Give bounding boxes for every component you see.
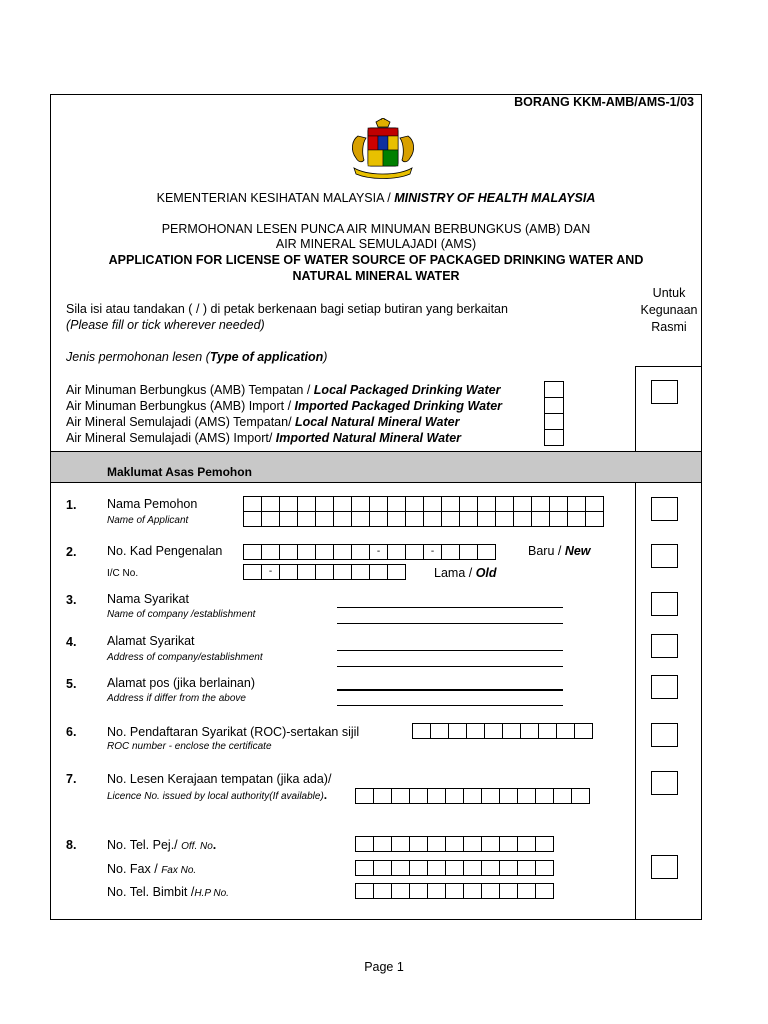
official-use-label (636, 285, 702, 336)
title-malay-2: AIR MINERAL SEMULAJADI (AMS) (275, 237, 477, 251)
official-use-line-2: Kegunaan (640, 303, 698, 317)
application-options (66, 382, 502, 446)
application-type-prefix: Jenis permohonan lesen ( (66, 350, 210, 364)
checkbox-local-amb[interactable] (544, 381, 564, 398)
company-address-line-1[interactable] (337, 650, 563, 651)
official-box-field-1[interactable] (651, 497, 678, 521)
official-use-line-1: Untuk (652, 286, 686, 300)
field-4-sublabel: Address of company/establishment (107, 652, 263, 663)
ic-old-label: Lama / Old (434, 566, 497, 580)
company-name-line-2[interactable] (337, 623, 563, 624)
application-type-heading (66, 350, 327, 365)
ministry-line (51, 191, 701, 206)
field-7-label: No. Lesen Kerajaan tempatan (jika ada)/ (107, 772, 332, 786)
field-5-sublabel: Address if differ from the above (107, 693, 246, 704)
official-box-field-2[interactable] (651, 544, 678, 568)
title-malay-1: PERMOHONAN LESEN PUNCA AIR MINUMAN BERBUNGKUS (AMB) DAN (161, 222, 591, 236)
field-1-label: Nama Pemohon (107, 497, 198, 511)
field-3-label: Nama Syarikat (107, 592, 189, 606)
instruction-malay: Sila isi atau tandakan ( / ) di petak berkenaan bagi setiap butiran yang berkaitan (66, 302, 508, 316)
postal-address-line-1[interactable] (337, 689, 563, 691)
official-box-application-type[interactable] (651, 380, 678, 404)
mobile-label: No. Tel. Bimbit /H.P No. (107, 885, 229, 899)
option-import-amb: Air Minuman Berbungkus (AMB) Import / Imported Packaged Drinking Water (66, 399, 503, 413)
official-box-field-7[interactable] (651, 771, 678, 795)
ic-new-grid[interactable]: - - (244, 544, 496, 560)
postal-address-line-2[interactable] (337, 705, 563, 706)
field-3-sublabel: Name of company /establishment (107, 609, 256, 620)
mobile-grid[interactable] (356, 883, 554, 899)
field-8-number: 8. (66, 838, 77, 852)
ic-old-grid[interactable]: - (244, 564, 406, 580)
field-6-sublabel: ROC number - enclose the certificate (107, 741, 272, 752)
field-6-label: No. Pendaftaran Syarikat (ROC)-sertakan sijil (107, 725, 360, 739)
option-local-amb: Air Minuman Berbungkus (AMB) Tempatan / Local Packaged Drinking Water (66, 383, 501, 397)
applicant-name-row-1[interactable] (244, 496, 604, 512)
official-box-field-8[interactable] (651, 855, 678, 879)
field-5-number: 5. (66, 677, 77, 691)
application-type-suffix: ) (323, 350, 328, 364)
checkbox-local-ams[interactable] (544, 413, 564, 430)
field-1-number: 1. (66, 498, 77, 512)
field-1-sublabel: Name of Applicant (107, 515, 189, 526)
field-5-label: Alamat pos (jika berlainan) (107, 676, 255, 690)
local-licence-grid[interactable] (356, 788, 590, 804)
title-english-2: NATURAL MINERAL WATER (292, 269, 460, 283)
roc-number-grid[interactable] (413, 723, 593, 739)
official-box-field-5[interactable] (651, 675, 678, 699)
field-2-number: 2. (66, 545, 77, 559)
checkbox-import-amb[interactable] (544, 397, 564, 414)
office-tel-label: No. Tel. Pej./ Off. No. (107, 838, 217, 852)
section-header: Maklumat Asas Pemohon (107, 465, 252, 479)
title-english-1: APPLICATION FOR LICENSE OF WATER SOURCE OF PACKAGED DRINKING WATER AND (108, 253, 644, 267)
applicant-name-row-2[interactable] (244, 511, 604, 527)
fax-label: No. Fax / Fax No. (107, 862, 197, 876)
company-address-line-2[interactable] (337, 666, 563, 667)
ministry-english: MINISTRY OF HEALTH MALAYSIA (394, 191, 596, 205)
option-local-ams: Air Mineral Semulajadi (AMS) Tempatan/ Local Natural Mineral Water (66, 415, 460, 429)
field-4-number: 4. (66, 635, 77, 649)
field-6-number: 6. (66, 725, 77, 739)
official-box-field-6[interactable] (651, 723, 678, 747)
checkbox-import-ams[interactable] (544, 429, 564, 446)
ic-new-label: Baru / New (528, 544, 591, 558)
field-3-number: 3. (66, 593, 77, 607)
application-type-english: Type of application (209, 350, 324, 364)
official-box-field-4[interactable] (651, 634, 678, 658)
page-number: Page 1 (364, 960, 404, 974)
coat-of-arms-emblem (348, 118, 418, 180)
fax-grid[interactable] (356, 860, 554, 876)
company-name-line-1[interactable] (337, 607, 563, 608)
field-4-label: Alamat Syarikat (107, 634, 195, 648)
office-tel-grid[interactable] (356, 836, 554, 852)
form-code: BORANG KKM-AMB/AMS-1/03 (514, 95, 694, 109)
field-2-label: No. Kad Pengenalan (107, 544, 223, 558)
field-2-sublabel: I/C No. (107, 568, 139, 579)
ministry-malay: KEMENTERIAN KESIHATAN MALAYSIA / (156, 191, 395, 205)
field-7-sublabel: Licence No. issued by local authority(If available). (107, 788, 328, 802)
official-column-top (635, 366, 702, 367)
option-import-ams: Air Mineral Semulajadi (AMS) Import/ Imported Natural Mineral Water (66, 431, 462, 445)
official-use-line-3: Rasmi (651, 320, 687, 334)
official-column-divider (635, 366, 636, 919)
field-7-number: 7. (66, 772, 77, 786)
instruction-english: (Please fill or tick wherever needed) (66, 318, 265, 332)
official-box-field-3[interactable] (651, 592, 678, 616)
